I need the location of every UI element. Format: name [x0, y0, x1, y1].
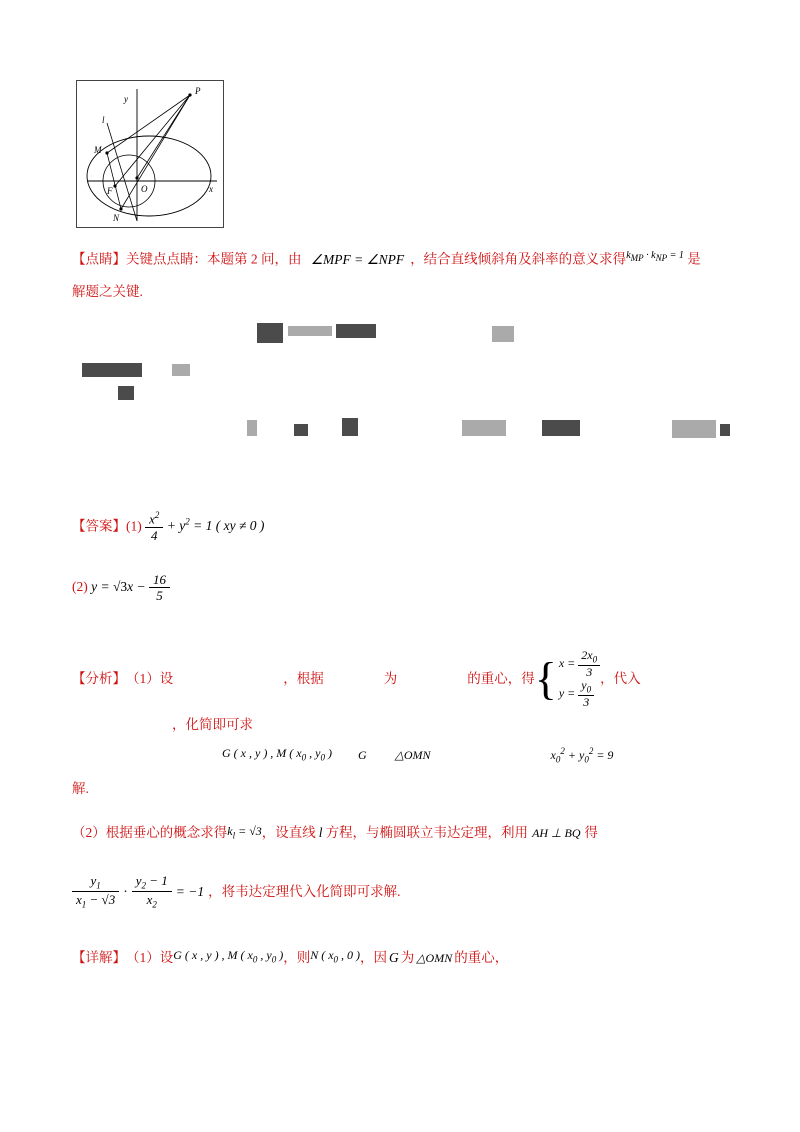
analysis-line-1	[72, 649, 732, 740]
sol-m-sub1: 0	[252, 954, 258, 965]
answer-y-exp: 2	[185, 516, 190, 527]
system-x-num	[578, 649, 600, 666]
analysis-line-2	[72, 736, 732, 774]
analysis-p2-pre: （2）根据垂心的概念求得	[72, 825, 228, 841]
product-equals: = −1	[175, 883, 205, 899]
slope-product-formula	[626, 250, 684, 261]
answer-item2	[72, 572, 732, 604]
solution-g: G	[389, 949, 399, 965]
system-x-label: x =	[558, 655, 576, 670]
solution-p1-tail: 的重心，	[454, 949, 509, 965]
answer-item2-expression	[91, 579, 146, 594]
circle-eq: = 9	[593, 747, 614, 762]
system-x-fraction	[578, 649, 600, 680]
pf2-x-sub: 2	[152, 899, 157, 910]
analysis-p1-mid3: 的重心，得	[467, 671, 535, 687]
key-point-note	[72, 240, 727, 308]
pf2-y-sub: 2	[141, 880, 146, 891]
analysis-p1-pre: （1）设	[126, 671, 174, 687]
analysis-p1-mid: ，根据	[283, 671, 324, 687]
hint-tag: 【点睛】	[72, 251, 126, 267]
system-row-x	[559, 649, 600, 680]
answer-section	[72, 507, 732, 544]
hint-text-1: 本题第 2 问，由	[207, 251, 302, 267]
analysis-section	[72, 649, 732, 911]
answer-fraction-den: 4	[151, 528, 158, 544]
analysis-p2-end: 得	[584, 825, 599, 841]
system-rows	[559, 649, 600, 710]
answer-equals: = 1	[193, 518, 213, 533]
analysis-p1-tail: ，化简即可求	[172, 716, 253, 732]
scan-artifact-region	[72, 308, 732, 503]
product-fraction-2	[132, 873, 172, 911]
svg-text:P: P	[195, 86, 201, 96]
product-fraction-1-num	[72, 873, 119, 892]
system-y-label: y =	[558, 686, 576, 701]
analysis-p1-mid2: 为	[383, 671, 398, 687]
sol-m-mid: , y	[257, 948, 272, 963]
perpendicular-condition: AH ⊥ BQ	[532, 826, 581, 841]
solution-p1-pre: （1）设	[126, 949, 174, 965]
svg-text:l: l	[102, 115, 105, 125]
slope-l-sub: l	[232, 830, 236, 841]
pf2-x: x	[146, 892, 153, 908]
points-m-close: )	[324, 745, 332, 760]
analysis-line-3	[72, 774, 732, 804]
system-y-num-sub: 0	[586, 684, 592, 695]
system-y-fraction	[578, 679, 594, 710]
analysis-p1-tail2: 解.	[72, 781, 89, 797]
svg-text:O: O	[141, 184, 148, 194]
analysis-p1-after: ，代入	[600, 671, 641, 687]
pf1-x-rest: − √3	[86, 892, 116, 908]
slope-eq: = 1	[667, 250, 684, 261]
slope-l-val: √3	[249, 824, 262, 839]
circle-equation	[551, 736, 614, 774]
solution-p1-for: 为	[400, 949, 415, 965]
system-y-den: 3	[583, 695, 590, 710]
ellipse-diagram	[76, 80, 224, 228]
circle-x-exp: 2	[560, 745, 565, 756]
analysis-p2-mid2: 方程，与椭圆联立韦达定理，利用	[325, 825, 529, 841]
answer-x-exp: 2	[154, 510, 160, 521]
circle-x: x	[550, 747, 556, 762]
circle-plus-y: + y	[564, 747, 585, 762]
answer-plus-y	[167, 518, 265, 533]
svg-text:N: N	[113, 213, 120, 223]
answer-fraction	[145, 510, 163, 544]
sol-n-end: , 0 )	[338, 948, 361, 963]
sol-m-close: )	[276, 948, 284, 963]
circle-x-sub: 0	[555, 754, 561, 765]
answer-item2-sqrt: √3	[112, 578, 128, 594]
solution-p1-because: ，因	[360, 949, 388, 965]
centroid-g-label: G	[357, 748, 367, 763]
sol-g-m: G ( x , y ) , M ( x	[173, 948, 253, 963]
answer-condition: ( xy ≠ 0 )	[215, 518, 265, 533]
analysis-tag: 【分析】	[72, 671, 126, 687]
answer-fraction-num	[145, 510, 163, 528]
centroid-system	[535, 649, 600, 710]
pf2-y: y	[135, 872, 142, 888]
system-brace: {	[534, 653, 557, 705]
answer-x: x	[149, 511, 155, 527]
triangle-omn-label: △OMN	[394, 748, 431, 763]
solution-section	[72, 940, 732, 974]
slope-l-k: k	[227, 824, 233, 839]
svg-text:M: M	[94, 145, 102, 155]
angle-equation: ∠MPF = ∠NPF	[310, 251, 405, 267]
answer-item2-label: (2)	[72, 578, 88, 594]
solution-p1-then: ，则	[283, 949, 311, 965]
points-m-sub1: 0	[301, 752, 307, 763]
system-y-num	[578, 679, 594, 696]
pf1-y: y	[90, 872, 97, 888]
sol-n: N ( x	[310, 948, 334, 963]
pf1-y-sub: 1	[96, 880, 101, 891]
system-x-den: 3	[586, 664, 593, 679]
svg-text:F: F	[107, 186, 113, 196]
answer-item2-frac-num: 16	[149, 572, 170, 589]
slope-k1: k	[626, 250, 631, 261]
points-m-mid: , y	[306, 745, 321, 760]
hint-text-4: 解题之关键.	[72, 283, 143, 299]
circle-y-exp: 2	[588, 745, 594, 756]
slope-l-value	[227, 816, 262, 850]
circle-y-sub: 0	[584, 754, 589, 765]
system-row-y	[559, 679, 600, 710]
answer-item2-fraction	[149, 572, 170, 604]
hint-text-2: ，结合直线倾斜角及斜率的意义求得	[410, 251, 627, 267]
document-content	[72, 80, 732, 1095]
slope-l-eq: =	[235, 824, 250, 839]
answer-item2-x: x −	[127, 578, 146, 594]
answer-item2-y: y =	[91, 578, 113, 594]
analysis-p3-tail: ，将韦达定理代入化简即可求解.	[208, 883, 401, 899]
product-fraction-2-num	[132, 873, 172, 892]
solution-triangle: △OMN	[416, 950, 453, 965]
hint-lead: 关键点点睛：	[126, 251, 207, 267]
system-x-num-text: 2x	[581, 647, 593, 662]
analysis-line-4	[72, 816, 732, 850]
system-x-num-sub: 0	[592, 654, 598, 665]
sol-m-sub2: 0	[271, 954, 277, 965]
slope-k2-sub: NP	[655, 253, 668, 263]
svg-text:y: y	[124, 94, 128, 104]
line-l-label: l	[318, 825, 323, 841]
ellipse-diagram-svg	[77, 81, 223, 227]
answer-tag: 【答案】	[72, 518, 126, 533]
product-fraction-1-den	[72, 892, 119, 910]
solution-tag: 【详解】	[72, 949, 126, 965]
slope-k1-sub: MP	[630, 253, 644, 263]
product-fraction-1	[72, 873, 119, 911]
solution-points	[173, 940, 283, 974]
product-fraction-2-den	[132, 892, 172, 910]
page-top-margin	[0, 0, 800, 78]
pf2-y-rest: − 1	[145, 872, 168, 888]
page-bottom-margin	[72, 975, 732, 1095]
answer-rest: + y	[166, 518, 186, 533]
pf1-x: x	[76, 892, 82, 908]
solution-point-n	[310, 940, 360, 974]
product-dot: ·	[123, 883, 128, 899]
system-y-num-text: y	[581, 678, 587, 693]
slope-dot: · k	[643, 250, 656, 261]
points-definition	[222, 738, 332, 772]
answer-item2-frac-den: 5	[156, 588, 163, 604]
pf1-x-sub: 1	[81, 899, 87, 910]
analysis-p2-mid: ，设直线	[261, 825, 316, 841]
answer-item1-label: (1)	[126, 518, 142, 533]
sol-n-sub: 0	[333, 954, 339, 965]
hint-text-3: 是	[687, 251, 701, 267]
solution-line-1	[72, 940, 732, 974]
points-g-m: G ( x , y ) , M ( x	[222, 745, 302, 760]
points-m-sub2: 0	[320, 752, 325, 763]
analysis-line-5	[72, 873, 732, 911]
svg-text:x: x	[209, 184, 213, 194]
